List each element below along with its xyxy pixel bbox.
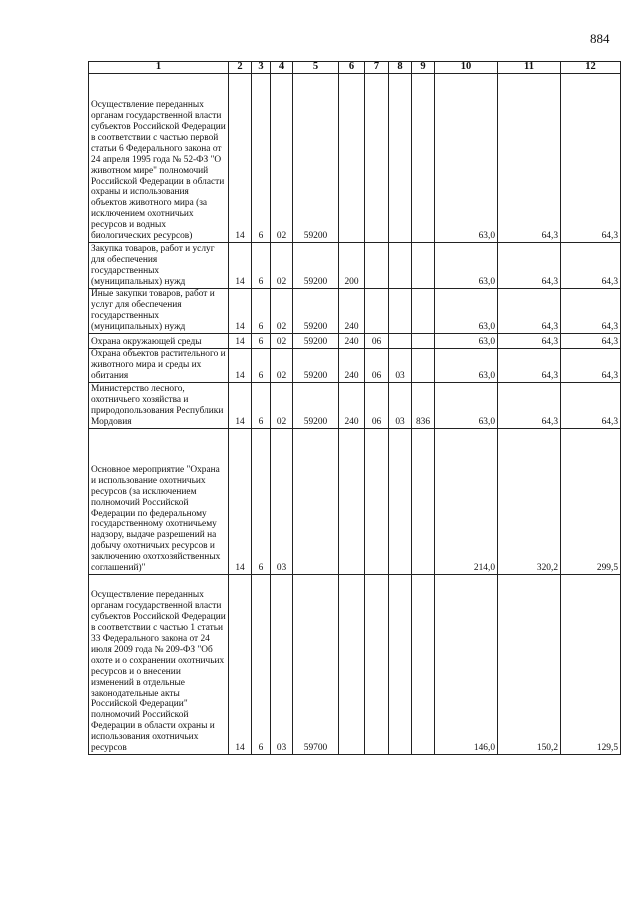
cell-col-5 [293, 429, 339, 575]
table-row [89, 289, 621, 334]
cell-col-10: 63,0 [435, 243, 498, 289]
header-col-5: 5 [293, 62, 339, 74]
header-col-7: 7 [365, 62, 389, 74]
cell-col-5: 59200 [293, 243, 339, 289]
cell-col-12: 64,3 [561, 243, 621, 289]
cell-col-8: 03 [389, 383, 412, 429]
cell-col-8 [389, 334, 412, 349]
header-col-11: 11 [498, 62, 561, 74]
budget-table [88, 61, 621, 755]
cell-col-11: 64,3 [498, 243, 561, 289]
cell-col-6 [339, 429, 365, 575]
cell-col-5: 59200 [293, 289, 339, 334]
cell-col-7 [365, 289, 389, 334]
cell-col-5: 59200 [293, 383, 339, 429]
row-name: Министерство лесного, охотничьего хозяйства и природопользования Республики Мордовия [89, 383, 229, 429]
cell-col-8 [389, 74, 412, 243]
cell-col-7 [365, 74, 389, 243]
cell-col-2: 14 [229, 289, 252, 334]
cell-col-6: 240 [339, 289, 365, 334]
cell-col-4: 03 [271, 575, 293, 755]
table-row [89, 429, 621, 575]
cell-col-7 [365, 243, 389, 289]
header-col-8: 8 [389, 62, 412, 74]
cell-col-7: 06 [365, 383, 389, 429]
cell-col-8 [389, 289, 412, 334]
cell-col-10: 63,0 [435, 334, 498, 349]
cell-col-7: 06 [365, 334, 389, 349]
cell-col-8: 03 [389, 349, 412, 383]
cell-col-7 [365, 575, 389, 755]
header-col-10: 10 [435, 62, 498, 74]
cell-col-9 [412, 74, 435, 243]
row-name: Осуществление переданных органам государственной власти субъектов Российской Федерации в соответствии с частью первой статьи 6 Федерального закона от 24 апреля 1995 года № 52-ФЗ "О животном мире" полномочий Российской Федерации в области охраны и использования объектов животного мира (за исключением охотничьих ресурсов и водных биологических ресурсов) [89, 74, 229, 243]
cell-col-9 [412, 575, 435, 755]
cell-col-3: 6 [252, 429, 271, 575]
cell-col-9 [412, 334, 435, 349]
cell-col-3: 6 [252, 349, 271, 383]
row-name: Осуществление переданных органам государственной власти субъектов Российской Федерации в соответствии с частью 1 статьи 33 Федерального закона от 24 июля 2009 года № 209-ФЗ "Об охоте и о сохранении охотничьих ресурсов и о внесении изменений в отдельные законодательные акты Российской Федерации" полномочий Российской Федерации в области охраны и использования охотничьих ресурсов [89, 575, 229, 755]
cell-col-4: 03 [271, 429, 293, 575]
cell-col-10: 63,0 [435, 74, 498, 243]
cell-col-6 [339, 575, 365, 755]
cell-col-4: 02 [271, 349, 293, 383]
cell-col-9 [412, 243, 435, 289]
cell-col-7 [365, 429, 389, 575]
cell-col-4: 02 [271, 334, 293, 349]
row-name: Охрана окружающей среды [89, 334, 229, 349]
cell-col-4: 02 [271, 289, 293, 334]
cell-col-12: 299,5 [561, 429, 621, 575]
table-row [89, 349, 621, 383]
cell-col-12: 64,3 [561, 289, 621, 334]
row-name: Основное мероприятие "Охрана и использование охотничьих ресурсов (за исключением полномочий Российской Федерации по федеральному государственному охотничьему надзору, выдаче разрешений на добычу охотничьих ресурсов и заключению охотхозяйственных соглашений)" [89, 429, 229, 575]
table-row [89, 74, 621, 243]
cell-col-11: 64,3 [498, 334, 561, 349]
cell-col-5: 59200 [293, 349, 339, 383]
cell-col-4: 02 [271, 243, 293, 289]
cell-col-9: 836 [412, 383, 435, 429]
cell-col-11: 150,2 [498, 575, 561, 755]
cell-col-2: 14 [229, 429, 252, 575]
cell-col-6: 240 [339, 383, 365, 429]
cell-col-3: 6 [252, 383, 271, 429]
cell-col-3: 6 [252, 74, 271, 243]
cell-col-3: 6 [252, 575, 271, 755]
cell-col-9 [412, 349, 435, 383]
page-number: 884 [590, 31, 610, 46]
header-col-4: 4 [271, 62, 293, 74]
header-col-9: 9 [412, 62, 435, 74]
cell-col-7: 06 [365, 349, 389, 383]
cell-col-10: 63,0 [435, 349, 498, 383]
row-name: Охрана объектов растительного и животного мира и среды их обитания [89, 349, 229, 383]
cell-col-3: 6 [252, 289, 271, 334]
header-row [89, 62, 621, 74]
cell-col-8 [389, 575, 412, 755]
header-col-12: 12 [561, 62, 621, 74]
cell-col-8 [389, 429, 412, 575]
cell-col-2: 14 [229, 575, 252, 755]
header-col-6: 6 [339, 62, 365, 74]
cell-col-11: 320,2 [498, 429, 561, 575]
cell-col-6: 200 [339, 243, 365, 289]
cell-col-2: 14 [229, 334, 252, 349]
cell-col-5: 59200 [293, 334, 339, 349]
cell-col-6 [339, 74, 365, 243]
table-row [89, 243, 621, 289]
cell-col-2: 14 [229, 243, 252, 289]
row-name: Закупка товаров, работ и услуг для обеспечения государственных (муниципальных) нужд [89, 243, 229, 289]
cell-col-4: 02 [271, 383, 293, 429]
cell-col-3: 6 [252, 243, 271, 289]
cell-col-11: 64,3 [498, 74, 561, 243]
cell-col-6: 240 [339, 349, 365, 383]
cell-col-9 [412, 429, 435, 575]
header-col-1: 1 [89, 62, 229, 74]
cell-col-6: 240 [339, 334, 365, 349]
cell-col-11: 64,3 [498, 383, 561, 429]
cell-col-9 [412, 289, 435, 334]
cell-col-10: 146,0 [435, 575, 498, 755]
cell-col-10: 214,0 [435, 429, 498, 575]
header-col-3: 3 [252, 62, 271, 74]
cell-col-2: 14 [229, 74, 252, 243]
cell-col-11: 64,3 [498, 349, 561, 383]
cell-col-12: 64,3 [561, 349, 621, 383]
cell-col-10: 63,0 [435, 289, 498, 334]
cell-col-12: 64,3 [561, 334, 621, 349]
cell-col-12: 64,3 [561, 383, 621, 429]
cell-col-2: 14 [229, 349, 252, 383]
cell-col-5: 59700 [293, 575, 339, 755]
cell-col-8 [389, 243, 412, 289]
table-row [89, 334, 621, 349]
cell-col-12: 64,3 [561, 74, 621, 243]
cell-col-11: 64,3 [498, 289, 561, 334]
cell-col-2: 14 [229, 383, 252, 429]
cell-col-4: 02 [271, 74, 293, 243]
table-row [89, 383, 621, 429]
cell-col-5: 59200 [293, 74, 339, 243]
row-name: Иные закупки товаров, работ и услуг для обеспечения государственных (муниципальных) нужд [89, 289, 229, 334]
cell-col-3: 6 [252, 334, 271, 349]
cell-col-10: 63,0 [435, 383, 498, 429]
cell-col-12: 129,5 [561, 575, 621, 755]
table-row [89, 575, 621, 755]
header-col-2: 2 [229, 62, 252, 74]
